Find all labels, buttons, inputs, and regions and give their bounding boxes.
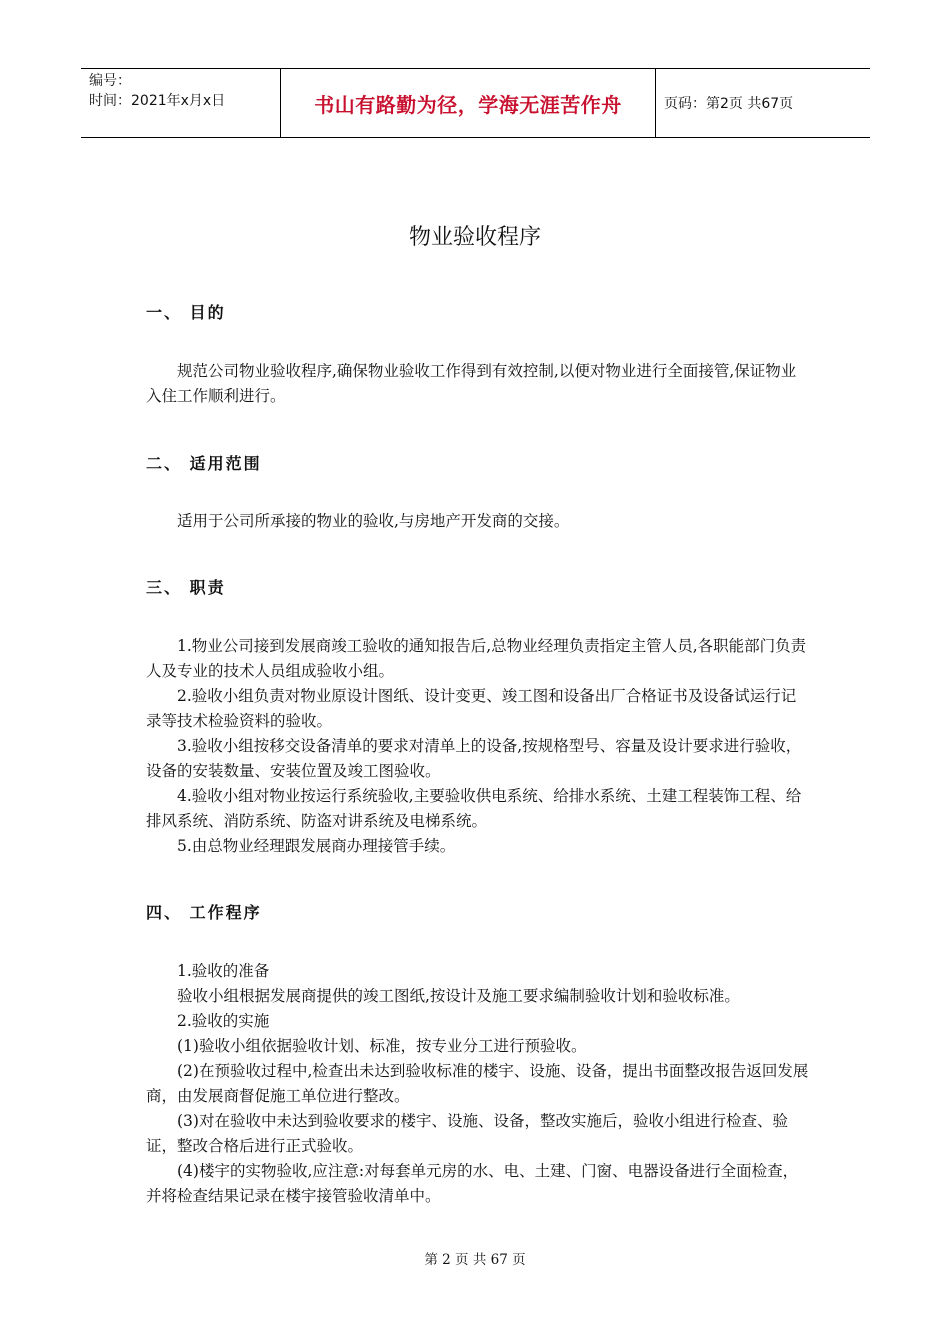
section-paragraph: 2.验收小组负责对物业原设计图纸、设计变更、竣工图和设备出厂合格证书及设备试运行记录等技术检验资料的验收。 bbox=[146, 687, 797, 730]
header-motto: 书山有路勤为径，学海无涯苦作舟 bbox=[281, 69, 656, 137]
section-paragraph: 1.验收的准备 bbox=[177, 962, 270, 980]
section-paragraph: 3.验收小组按移交设备清单的要求对清单上的设备,按规格型号、容量及设计要求进行验收，设备的安装数量、安装位置及竣工图验收。 bbox=[146, 737, 802, 780]
section-heading-purpose: 一、 目的 bbox=[146, 303, 226, 322]
section-paragraph: 适用于公司所承接的物业的验收,与房地产开发商的交接。 bbox=[177, 512, 570, 530]
document-header bbox=[81, 68, 870, 138]
section-paragraph: 2.验收的实施 bbox=[177, 1012, 270, 1030]
header-time-label: 时间：2021年x月x日 bbox=[89, 93, 226, 109]
header-meta bbox=[81, 69, 281, 137]
section-paragraph: (4)楼宇的实物验收,应注意:对每套单元房的水、电、土建、门窗、电器设备进行全面检查，并将检查结果记录在楼宇接管验收清单中。 bbox=[146, 1162, 799, 1205]
section-paragraph: 5.由总物业经理跟发展商办理接管手续。 bbox=[177, 837, 456, 855]
header-number-label: 编号： bbox=[89, 73, 131, 89]
section-paragraph: (2)在预验收过程中,检查出未达到验收标准的楼宇、设施、设备，提出书面整改报告返回发展商，由发展商督促施工单位进行整改。 bbox=[146, 1062, 809, 1105]
section-paragraph: 1.物业公司接到发展商竣工验收的通知报告后,总物业经理负责指定主管人员,各职能部门负责人及专业的技术人员组成验收小组。 bbox=[146, 637, 807, 680]
section-paragraph: (1)验收小组依据验收计划、标准，按专业分工进行预验收。 bbox=[177, 1037, 587, 1055]
section-heading-scope: 二、 适用范围 bbox=[146, 454, 262, 473]
section-heading-procedure: 四、 工作程序 bbox=[146, 903, 262, 922]
header-page-info: 页码：第2页 共67页 bbox=[664, 96, 794, 112]
section-heading-responsibilities: 三、 职责 bbox=[146, 578, 226, 597]
section-paragraph: 规范公司物业验收程序,确保物业验收工作得到有效控制,以便对物业进行全面接管,保证物业入住工作顺利进行。 bbox=[146, 362, 797, 405]
section-paragraph: 验收小组根据发展商提供的竣工图纸,按设计及施工要求编制验收计划和验收标准。 bbox=[177, 987, 740, 1005]
document-title: 物业验收程序 bbox=[408, 225, 541, 250]
section-paragraph: (3)对在验收中未达到验收要求的楼宇、设施、设备，整改实施后，验收小组进行检查、验证，整改合格后进行正式验收。 bbox=[146, 1112, 788, 1155]
section-paragraph: 4.验收小组对物业按运行系统验收,主要验收供电系统、给排水系统、土建工程装饰工程、给排风系统、消防系统、防盗对讲系统及电梯系统。 bbox=[146, 787, 802, 830]
page-footer: 第 2 页 共 67 页 bbox=[424, 1252, 526, 1268]
